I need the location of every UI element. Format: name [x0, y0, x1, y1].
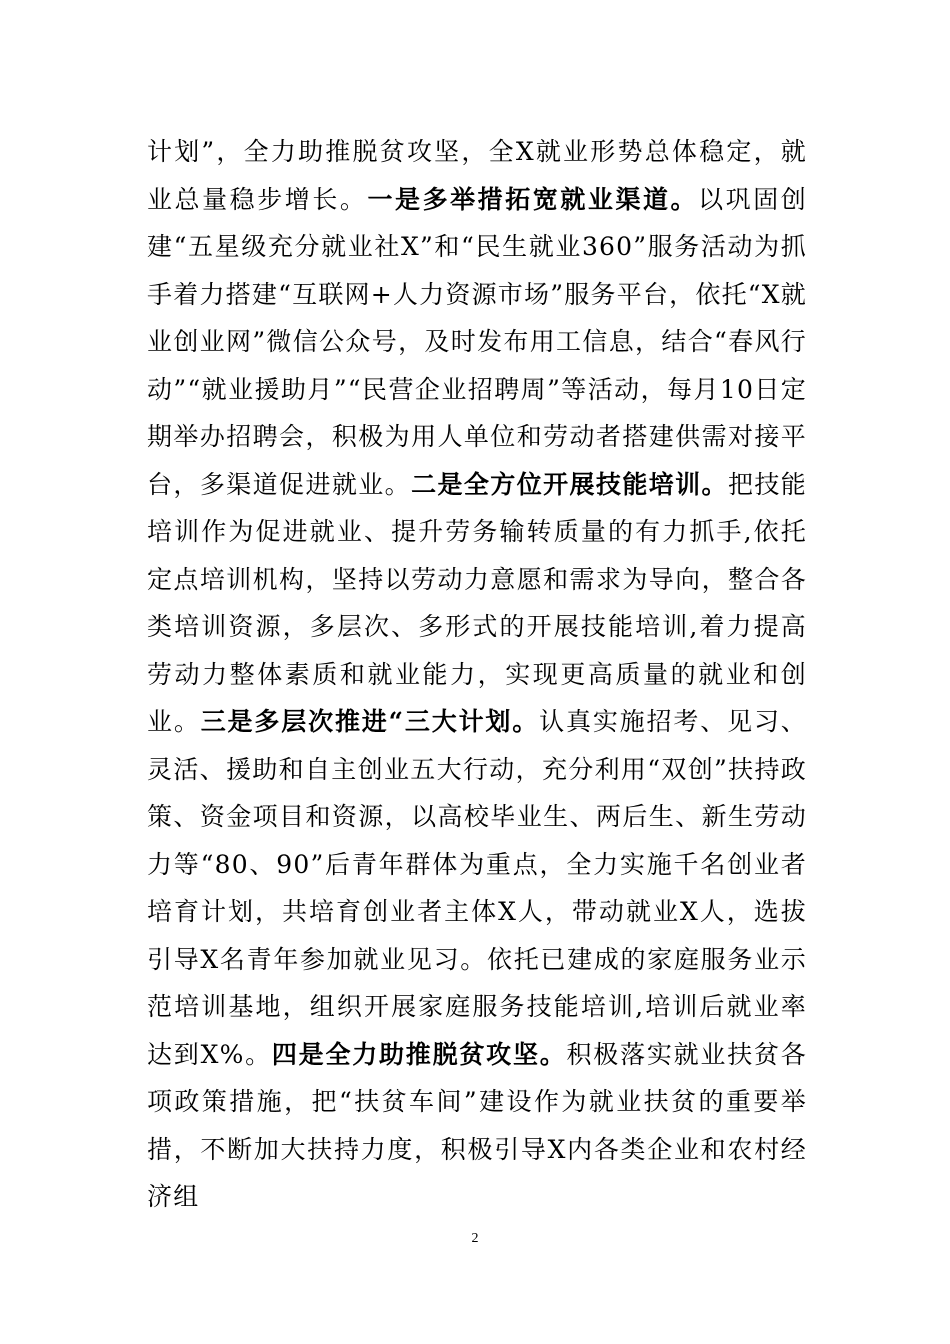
body-paragraph	[147, 128, 807, 1221]
text-segment: 以巩固创建“五星级充分就业社X”和“民生就业360”服务活动为抓手着力搭建“互联网+人力资源市场”服务平台，依托“X就业创业网”微信公众号，及时发布用工信息，结合“春风行动”“就业援助月”“民营企业招聘周”等活动，每月10日定期举办招聘会，积极为用人单位和劳动者搭建供需对接平台，多渠道促进就业。	[147, 184, 807, 499]
text-segment: 把技能培训作为促进就业、提升劳务输转质量的有力抓手,依托定点培训机构，坚持以劳动力意愿和需求为导向，整合各类培训资源，多层次、多形式的开展技能培训,着力提高劳动力整体素质和就业能力，实现更高质量的就业和创业。	[147, 469, 807, 736]
text-segment: 认真实施招考、见习、灵活、援助和自主创业五大行动，充分利用“双创”扶持政策、资金项目和资源，以高校毕业生、两后生、新生劳动力等“80、90”后青年群体为重点，全力实施千名创业者培育计划，共培育创业者主体X人，带动就业X人，选拔引导X名青年参加就业见习。依托已建成的家庭服务业示范培训基地，组织开展家庭服务技能培训,培训后就业率达到X%。	[147, 707, 807, 1069]
bold-heading-1: 一是多举措拓宽就业渠道。	[367, 184, 699, 214]
page-number: 2	[471, 1231, 479, 1246]
text-segment: 计划”，全力助推脱贫攻坚，全X就业形势总体稳定，就业总量稳步增长。	[147, 137, 807, 214]
text-segment: 积极落实就业扶贫各项政策措施，把“扶贫车间”建设作为就业扶贫的重要举措，不断加大扶持力度，积极引导X内各类企业和农村经济组	[147, 1039, 807, 1211]
bold-heading-4: 四是全力助推脱贫攻坚。	[271, 1039, 567, 1069]
bold-heading-2: 二是全方位开展技能培训。	[411, 469, 728, 499]
bold-heading-3: 三是多层次推进“三大计划。	[200, 707, 540, 736]
